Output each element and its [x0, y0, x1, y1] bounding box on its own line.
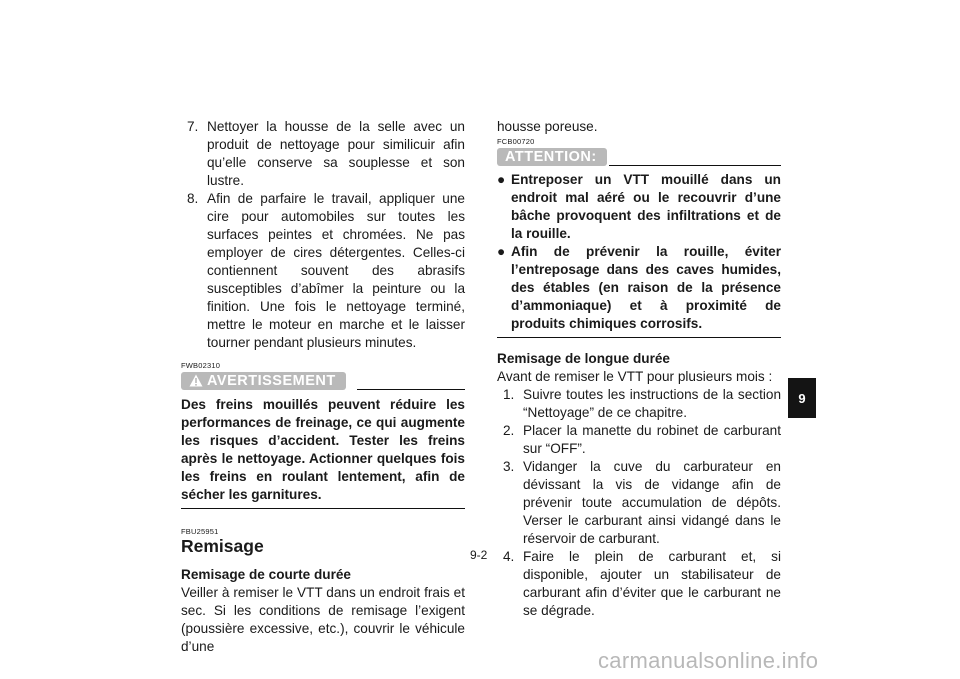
attention-code: FCB00720	[497, 137, 535, 146]
long-step-3	[497, 458, 781, 548]
short-storage-title: Remisage de courte durée	[181, 567, 351, 582]
step-number: 1.	[503, 387, 515, 402]
warning-label	[181, 372, 346, 390]
long-step-1	[497, 386, 781, 422]
step-number: 8.	[187, 191, 199, 206]
step-text: Faire le plein de carburant et, si disponible, ajouter un stabilisateur de carburant afin d’éviter que le carburant ne se dégrade.	[523, 549, 781, 618]
chapter-tab: 9	[788, 378, 816, 418]
warning-block	[181, 361, 465, 509]
attention-header	[497, 148, 781, 168]
warning-header	[181, 372, 465, 392]
attention-bullet	[497, 171, 781, 243]
step-text: Vidanger la cuve du carburateur en dévissant la vis de vidange afin de prévenir toute accumulation de dépôts. Verser le carburant ainsi vidangé dans le réservoir de carburant.	[523, 459, 781, 546]
step-number: 4.	[503, 549, 515, 564]
short-storage-text: Veiller à remiser le VTT dans un endroit frais et sec. Si les conditions de remisage l’exigent (poussière excessive, etc.), couvrir le véhicule d’une	[181, 585, 465, 654]
section-title: Remisage	[181, 536, 264, 556]
attention-bullet	[497, 243, 781, 333]
warning-header-line	[357, 389, 465, 390]
long-step-4	[497, 548, 781, 620]
long-storage-intro: Avant de remiser le VTT pour plusieurs mois :	[497, 369, 773, 384]
step-text: Suivre toutes les instructions de la section “Nettoyage” de ce chapitre.	[523, 387, 781, 420]
warning-code: FWB02310	[181, 361, 221, 370]
step-7	[181, 118, 465, 190]
step-number: 3.	[503, 459, 515, 474]
step-number: 7.	[187, 119, 199, 134]
continuation-text: housse poreuse.	[497, 119, 598, 134]
step-8	[181, 190, 465, 352]
step-text: Nettoyer la housse de la selle avec un produit de nettoyage pour similicuir afin qu’elle conserve sa souplesse et son lustre.	[207, 119, 465, 188]
warning-label-text: AVERTISSEMENT	[207, 373, 336, 389]
long-step-2	[497, 422, 781, 458]
warning-bottom-rule	[181, 508, 465, 509]
storage-section	[181, 527, 465, 656]
section-code: FBU25951	[181, 527, 219, 536]
warning-triangle-icon	[189, 374, 203, 387]
long-storage-title: Remisage de longue durée	[497, 351, 670, 366]
step-text: Placer la manette du robinet de carburant sur “OFF”.	[523, 423, 781, 456]
attention-bottom-rule	[497, 337, 781, 338]
attention-header-line	[609, 165, 781, 166]
watermark: carmanualsonline.info	[598, 648, 819, 673]
page-number: 9-2	[470, 548, 488, 562]
warning-text: Des freins mouillés peuvent réduire les performances de freinage, ce qui augmente les risques d’accident. Tester les freins après le nettoyage. Actionner quelques fois les freins en roulant lentement, afin de sécher les garnitures.	[181, 397, 465, 502]
left-column	[181, 118, 465, 656]
bullet-dot: ●	[497, 172, 506, 187]
bullet-text: Entreposer un VTT mouillé dans un endroit mal aéré ou le recouvrir d’une bâche provoquent des infiltrations et de la rouille.	[511, 172, 781, 241]
bullet-dot: ●	[497, 244, 506, 259]
attention-block	[497, 137, 781, 338]
bullet-text: Afin de prévenir la rouille, éviter l’entreposage dans des caves humides, des étables (en raison de la présence d’ammoniaque) et à proximité de produits chimiques corrosifs.	[511, 244, 781, 331]
attention-label: ATTENTION:	[497, 148, 607, 166]
step-number: 2.	[503, 423, 515, 438]
right-column	[497, 118, 781, 620]
step-text: Afin de parfaire le travail, appliquer une cire pour automobiles sur toutes les surfaces peintes et chromées. Ne pas employer de cires détergentes. Celles-ci contiennent souvent des abrasifs susceptibles d’abîmer la peinture ou la finition. Une fois le nettoyage terminé, mettre le moteur en marche et le laisser tourner pendant plusieurs minutes.	[207, 191, 465, 350]
